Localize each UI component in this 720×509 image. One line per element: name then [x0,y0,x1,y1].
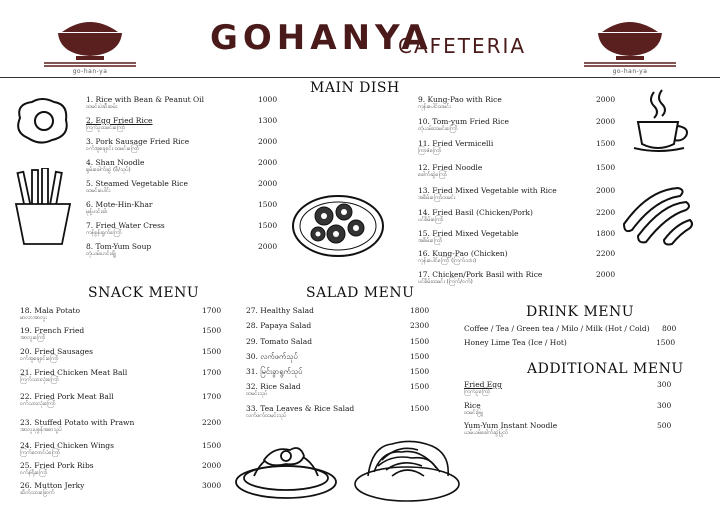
item-price: 1500 [410,367,430,376]
item-price: 2000 [258,242,278,251]
list-item: 24. Fried Chicken Wings ကြက်တောင်ပံကြော် [20,441,114,456]
item-price: 1700 [202,392,222,401]
item-price: 1500 [258,200,278,209]
food-platter-icon [290,188,386,260]
list-item: 15. Fried Mixed Vegetable အစိမ်းကြော် [418,229,519,244]
list-item: 12. Fried Noodle ခေါက်ဆွဲကြော် [418,163,483,178]
brand-subtitle: CAFETERIA [398,34,527,58]
item-price: 1700 [202,306,222,315]
list-item: Yum-Yum Instant Noodle ယမ်ယမ်ခေါက်ဆွဲပြုတ် [464,421,558,436]
item-price: 1800 [596,229,616,238]
list-item: 13. Fried Mixed Vegetable with Rice အစိမ်းကြော်ထမင်း [418,186,557,201]
list-item: 10. Tom-yum Fried Rice တုံယမ်းထမင်းကြော် [418,117,509,132]
list-item: 21. Fried Chicken Meat Ball ကြက်သားလုံးကြော် [20,368,128,383]
fried-egg-icon [12,96,72,146]
item-price: 2200 [202,418,222,427]
item-price: 1300 [258,116,278,125]
item-price: 2000 [596,117,616,126]
item-price: 1500 [258,221,278,230]
list-item: Coffee / Tea / Green tea / Milo / Milk (Hot / Cold) [464,324,650,333]
list-item: 32. Rice Salad ထမင်းသုပ် [246,382,301,397]
item-price: 2000 [258,137,278,146]
item-price: 1500 [410,382,430,391]
item-price: 3000 [202,481,222,490]
list-item: 28. Papaya Salad [246,321,312,330]
item-price: 1700 [202,368,222,377]
list-item: 19. French Fried အာလူးကြော် [20,326,85,341]
item-price: 500 [657,421,672,430]
item-price: 2000 [596,270,616,279]
list-item: 16. Kung-Pao (Chicken) ကုန်းပေါင်ကြော် (ကြက်သား) [418,249,508,264]
rice-bowl-icon [40,6,140,68]
list-item: 25. Fried Pork Ribs ဝက်နံရိုးကြော် [20,461,94,476]
item-price: 1500 [410,352,430,361]
list-item: 6. Mote-Hin-Khar မုန့်ဟင်းခါး [86,200,153,215]
item-price: 2000 [258,158,278,167]
item-price: 1800 [410,306,430,315]
drink-menu-title: DRINK MENU [526,304,635,320]
item-price: 2200 [596,208,616,217]
item-price: 1500 [596,139,616,148]
list-item: 4. Shan Noodle ရှမ်းခေါက်ဆွဲ (စီ/သုပ်) [86,158,145,173]
list-item: 27. Healthy Salad [246,306,314,315]
list-item: 3. Pork Sausage Fried Rice ဝက်အူချောင်း ထမင်းကြော် [86,137,190,152]
item-price: 300 [657,380,672,389]
item-price: 1500 [596,163,616,172]
list-item: Fried Egg ကြက်ဥကြော် [464,380,502,395]
list-item: 9. Kung-Pao with Rice ကုန်းပေါင်ထမင်း [418,95,502,110]
list-item: Rice ထမင်းဖြူ [464,401,483,416]
main-dish-title: MAIN DISH [310,80,400,96]
list-item: 23. Stuffed Potato with Prawn အာလူးပုစွန်အစာသွပ် [20,418,135,433]
item-price: 1500 [410,404,430,413]
item-price: 2300 [410,321,430,330]
list-item: 5. Steamed Vegetable Rice ထမင်းပေါင်း [86,179,188,194]
noodle-plate-icon [352,436,462,504]
item-price: 800 [662,324,677,333]
item-price: 1000 [258,95,278,104]
item-price: 1500 [202,441,222,450]
rice-bowl-icon [580,6,680,68]
header-divider [0,77,720,78]
list-item: 29. Tomato Salad [246,337,313,346]
logo-caption: go-han-ya [72,68,108,75]
item-price: 1500 [202,326,222,335]
logo-right [580,6,680,78]
item-price: 1500 [410,337,430,346]
list-item: 18. Mala Potato မာလာအာလူး [20,306,80,321]
item-price: 2000 [202,461,222,470]
list-item: 31. မြင်းခွာရွက်သုပ် [246,367,303,376]
list-item: 22. Fried Pork Meat Ball ဝက်သားလုံးကြော် [20,392,114,407]
salad-menu-title: SALAD MENU [306,285,415,301]
logo-caption: go-han-ya [612,68,648,75]
item-price: 2000 [596,95,616,104]
logo-left [40,6,140,78]
list-item: 30. လက်ဖက်သုပ် [246,352,298,361]
list-item: 7. Fried Water Cress ကန်စွန်းရွက်ကြော် [86,221,165,236]
list-item: 14. Fried Basil (Chicken/Pork) ပင်စိမ်းကြော် [418,208,533,223]
egg-rice-plate-icon [234,440,338,502]
item-price: 1500 [656,338,676,347]
french-fries-icon [10,168,76,246]
list-item: 2. Egg Fried Rice ကြက်ဥထမင်းကြော် [86,116,153,131]
sausages-icon [618,180,694,246]
coffee-cup-icon [632,88,692,154]
item-price: 2000 [596,186,616,195]
item-price: 1500 [202,347,222,356]
additional-menu-title: ADDITIONAL MENU [527,361,684,377]
list-item: 20. Fried Sausages ဝက်အူချောင်းကြော် [20,347,93,362]
list-item: 1. Rice with Bean & Peanut Oil ထမင်းပဲဆီဆမ်း [86,95,204,110]
list-item: 26. Mutton Jerky ဆိတ်သားခြောက် [20,481,85,496]
item-price: 2000 [258,179,278,188]
list-item: 33. Tea Leaves & Rice Salad လက်ဖက်ထမင်းသုပ် [246,404,355,419]
list-item: 8. Tom-Yum Soup တုံယမ်းဟင်းချို [86,242,152,257]
item-price: 2200 [596,249,616,258]
snack-menu-title: SNACK MENU [88,285,200,301]
item-price: 300 [657,401,672,410]
list-item: 11. Fried Vermicelli ကြာဇံကြော် [418,139,494,154]
brand-name: GOHANYA [210,18,433,58]
list-item: Honey Lime Tea (Ice / Hot) [464,338,567,347]
list-item: 17. Chicken/Pork Basil with Rice ပင်စိမ်းထမင်း (ကြက်/ဝက်) [418,270,543,285]
